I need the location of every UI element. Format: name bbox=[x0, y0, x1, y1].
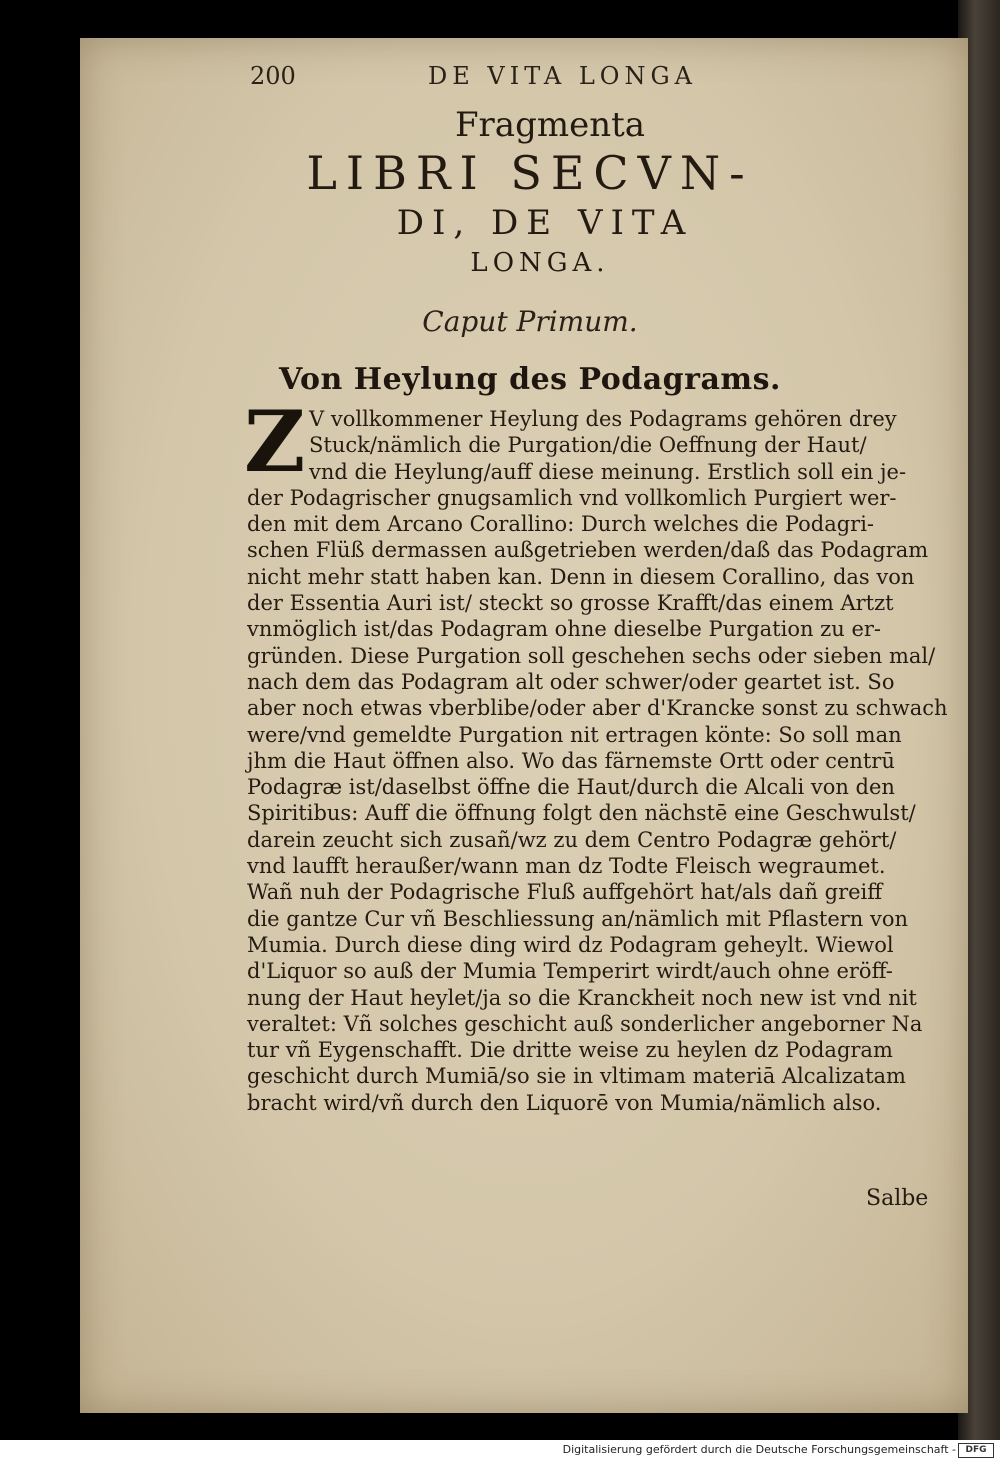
title-line-2: LIBRI SECVN- bbox=[306, 146, 754, 200]
text-line: vnd die Heylung/auff diese meinung. Erstlich soll ein je- bbox=[309, 459, 907, 484]
dfg-logo: DFG bbox=[958, 1443, 994, 1458]
drop-cap: Z bbox=[244, 392, 306, 491]
page-number: 200 bbox=[250, 62, 296, 90]
text-line: der Podagrischer gnugsamlich vnd vollkomlich Purgiert wer- bbox=[247, 485, 897, 510]
title-line-3: DI, DE VITA bbox=[396, 203, 694, 243]
text-line: Spiritibus: Auff die öffnung folgt den nächstē eine Geschwulst/ bbox=[247, 801, 916, 826]
text-line: d'Liquor so auß der Mumia Temperirt wirdt/auch ohne eröff- bbox=[247, 959, 893, 984]
text-line: Mumia. Durch diese ding wird dz Podagram geheylt. Wiewol bbox=[247, 932, 894, 957]
text-line: tur vñ Eygenschafft. Die dritte weise zu heylen dz Podagram bbox=[247, 1038, 893, 1063]
text-line: den mit dem Arcano Corallino: Durch welches die Podagri- bbox=[247, 512, 875, 537]
text-line: V vollkommener Heylung des Podagrams gehören drey bbox=[309, 407, 897, 431]
text-line: were/vnd gemeldte Purgation nit ertragen könte: So soll man bbox=[247, 722, 902, 747]
text-line: nicht mehr statt haben kan. Denn in diesem Corallino, das von bbox=[247, 564, 915, 589]
chapter-heading: Von Heylung des Podagrams. bbox=[279, 362, 781, 397]
text-line: gründen. Diese Purgation soll geschehen sechs oder sieben mal/ bbox=[247, 643, 936, 668]
text-line: aber noch etwas vberblibe/oder aber d'Krancke sonst zu schwach bbox=[247, 696, 948, 721]
text-line: Wañ nuh der Podagrische Fluß auffgehört hat/als dañ greiff bbox=[247, 880, 883, 905]
text-line: jhm die Haut öffnen also. Wo das färnemste Ortt oder centrū bbox=[247, 748, 895, 773]
body-text bbox=[244, 392, 962, 1116]
footer-credit: Digitalisierung gefördert durch die Deutsche Forschungsgemeinschaft - bbox=[562, 1443, 956, 1456]
text-line: darein zeucht sich zusañ/wz zu dem Centro Podagræ gehört/ bbox=[247, 827, 897, 852]
text-line: vnd laufft heraußer/wann man dz Todte Fleisch wegraumet. bbox=[247, 854, 886, 879]
title-block bbox=[250, 105, 810, 281]
footer-bar bbox=[0, 1440, 1000, 1460]
text-line: Podagræ ist/daselbst öffne die Haut/durch die Alcali von den bbox=[247, 775, 895, 800]
title-line-4: LONGA. bbox=[470, 248, 610, 278]
title-line-1: Fragmenta bbox=[454, 105, 646, 145]
text-line: vnmöglich ist/das Podagram ohne dieselbe Purgation zu er- bbox=[247, 617, 882, 642]
text-line: geschicht durch Mumiā/so sie in vltimam materiā Alcalizatam bbox=[247, 1064, 906, 1089]
catchword: Salbe bbox=[866, 1186, 929, 1211]
caput-label: Caput Primum. bbox=[422, 305, 638, 338]
text-line: nach dem das Podagram alt oder schwer/oder geartet ist. So bbox=[247, 669, 895, 694]
text-line: veraltet: Vñ solches geschicht auß sonderlicher angeborner Na bbox=[247, 1011, 923, 1036]
page-header bbox=[250, 62, 810, 102]
text-line: die gantze Cur vñ Beschliessung an/nämlich mit Pflastern von bbox=[247, 906, 909, 931]
text-line: Stuck/nämlich die Purgation/die Oeffnung der Haut/ bbox=[309, 433, 867, 458]
text-line: schen Flüß dermassen außgetrieben werden/daß das Podagram bbox=[247, 538, 929, 563]
text-line: nung der Haut heylet/ja so die Kranckheit noch new ist vnd nit bbox=[247, 985, 917, 1010]
running-title: DE VITA LONGA bbox=[428, 62, 697, 90]
text-line: bracht wird/vñ durch den Liquorē von Mumia/nämlich also. bbox=[247, 1090, 882, 1115]
text-line: der Essentia Auri ist/ steckt so grosse Krafft/das einem Artzt bbox=[247, 591, 894, 616]
